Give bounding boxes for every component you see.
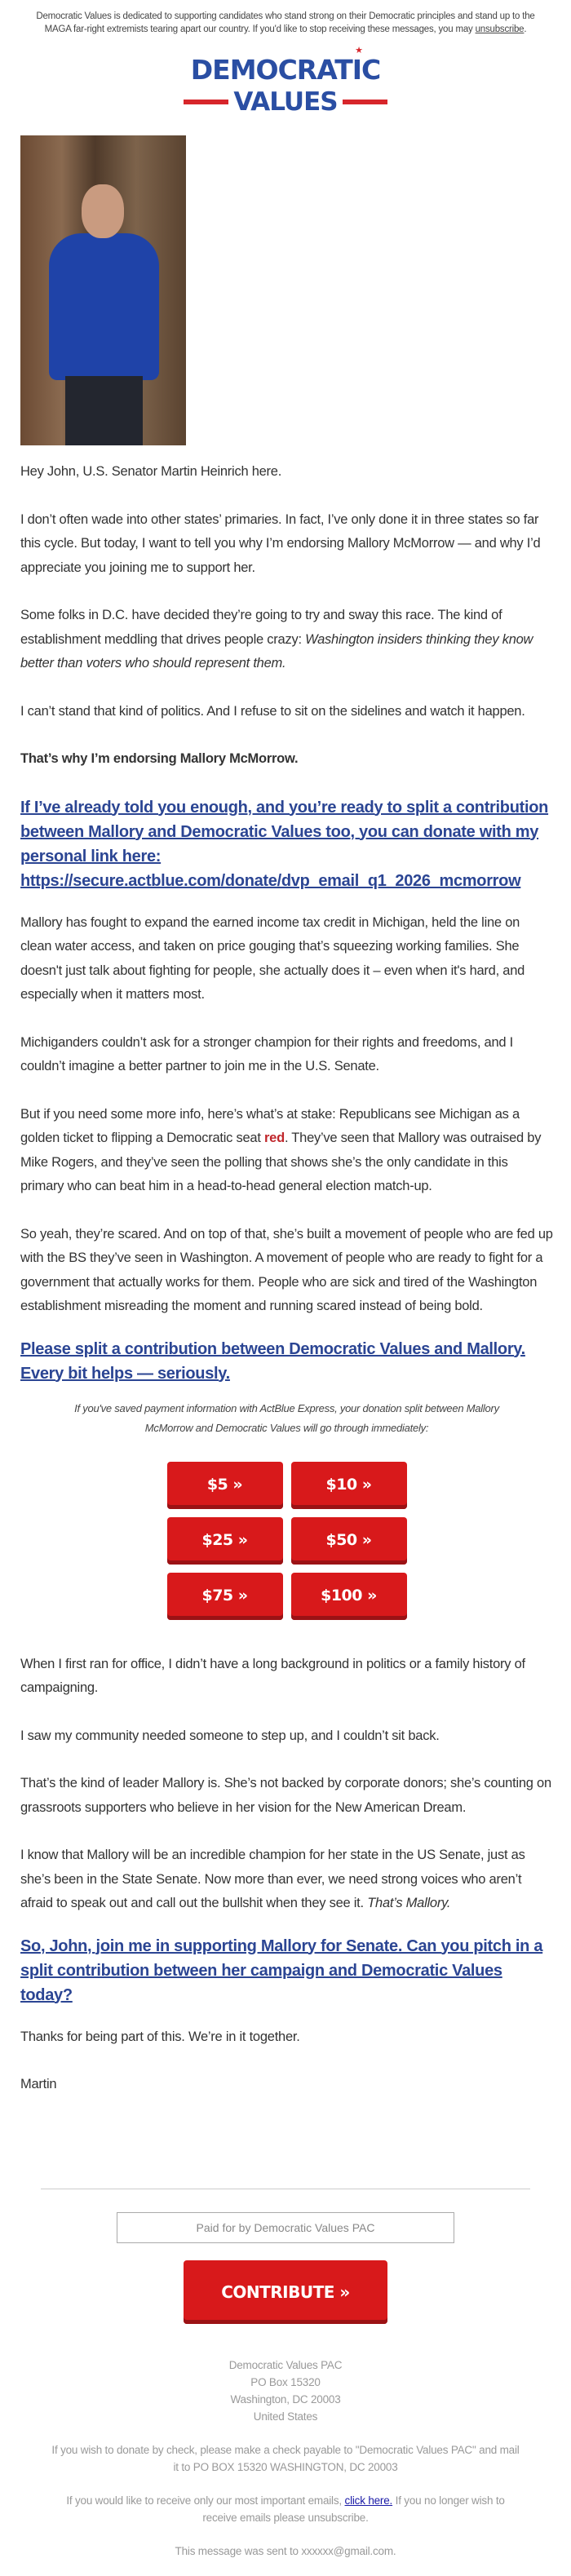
bold-paragraph: That’s why I’m endorsing Mallory McMorrow. — [20, 751, 299, 766]
email-body — [0, 460, 571, 2097]
text: If you would like to receive only our most important emails, — [66, 2494, 345, 2507]
logo-bar-left — [184, 100, 228, 104]
contribute-button[interactable]: CONTRIBUTE » — [184, 2260, 387, 2324]
email-preferences — [49, 2492, 522, 2526]
senator-photo — [20, 135, 186, 445]
text: . They’ve seen that Mallory was outraised by Mike Rogers, and they’ve seen the polling that shows she’s the only candidate in this primary who can beat him in a head-to-head general election match-up. — [20, 1131, 542, 1193]
paragraph — [20, 604, 553, 676]
donation-amount-grid — [20, 1462, 553, 1620]
pitch-in-link[interactable]: So, John, join me in supporting Mallory for Senate. Can you pitch in a split contribution between her campaign and Democratic Values today? — [20, 1936, 543, 2004]
paragraph: So yeah, they’re scared. And on top of that, she’s built a movement of people who are fed up with the BS they’ve seen in Washington. A movement of people who are ready to fight for a government that actually works for them. People who are sick and tired of the Washington establishment misreading the moment and running scared instead of being bold. — [20, 1226, 553, 1313]
paid-for-by-box: Paid for by Democratic Values PAC — [117, 2212, 454, 2243]
star-icon: ★ — [355, 45, 363, 55]
address-line: Democratic Values PAC — [228, 2358, 343, 2371]
sent-to-note: This message was sent to xxxxxx@gmail.com. — [175, 2544, 396, 2557]
donate-75-button[interactable]: $75 » — [167, 1573, 283, 1620]
paragraph — [20, 1103, 553, 1199]
paragraph — [20, 1843, 553, 1916]
preheader — [0, 0, 571, 36]
donate-link-personal[interactable]: If I’ve already told you enough, and you’re ready to split a contribution between Mallory and Democratic Values too, you can donate with my personal link here: https://secure.actblue.com/donate/dvp_email_q1_2026_mcmorrow — [20, 798, 549, 890]
red-text: red — [264, 1131, 285, 1145]
donate-10-button[interactable]: $10 » — [291, 1462, 407, 1509]
text: I know that Mallory will be an incredible champion for her state in the US Senate, just as she’s been in the State Senate. Now more than ever, we need strong voices who aren’t afraid to speak out and call out the bullshit when they see it. — [20, 1848, 525, 1910]
preheader-end: . — [524, 24, 527, 34]
democratic-values-logo — [184, 44, 387, 117]
photo-shirt — [49, 233, 159, 380]
donate-25-button[interactable]: $25 » — [167, 1517, 283, 1565]
address-line: Washington, DC 20003 — [230, 2392, 341, 2406]
click-here-link[interactable]: click here. — [344, 2494, 393, 2507]
paragraph: Mallory has fought to expand the earned income tax credit in Michigan, held the line on clean water access, and taken on price gouging that’s squeezing working families. She doesn't just talk about fighting for people, she actually does it – even when it's hard, and especially when it matters most. — [20, 914, 525, 1002]
preheader-text: Democratic Values is dedicated to supporting candidates who stand strong on their Democratic principles and stand up to the MAGA far-right extremists tearing apart our country. If you'd like to stop receiving these messages, you may — [36, 11, 535, 34]
paragraph: Thanks for being part of this. We’re in it together. — [20, 2029, 300, 2044]
paragraph: That’s the kind of leader Mallory is. She’s not backed by corporate donors; she’s counting on grassroots supporters who believe in her vision for the New American Dream. — [20, 1776, 551, 1815]
footer — [0, 2357, 571, 2560]
donate-5-button[interactable]: $5 » — [167, 1462, 283, 1509]
logo-line2: VALUES — [233, 87, 338, 117]
address-line: PO Box 15320 — [250, 2375, 321, 2388]
logo-bar-right — [343, 100, 387, 104]
signature: Martin — [20, 2077, 57, 2091]
paragraph: I don’t often wade into other states’ primaries. In fact, I’ve only done it in three states so far this cycle. But today, I want to tell you why I’m endorsing Mallory McMorrow — and why I’d appreciate you joining me to support her. — [20, 511, 541, 575]
actblue-express-note: If you've saved payment information with ActBlue Express, your donation split between Mallory McMorrow and Democratic Values will go through immediately: — [74, 1401, 499, 1434]
paragraph: I saw my community needed someone to step up, and I couldn’t sit back. — [20, 1728, 440, 1743]
check-donation-note: If you wish to donate by check, please make a check payable to "Democratic Values PAC" and mail it to PO BOX 15320 WASHINGTON, DC 20003 — [51, 2443, 520, 2473]
greeting: Hey John, U.S. Senator Martin Heinrich here. — [20, 464, 282, 479]
split-contribution-link[interactable]: Please split a contribution between Democratic Values and Mallory. Every bit helps — seriously. — [20, 1339, 525, 1383]
photo-jeans — [65, 376, 143, 445]
italic-text: That’s Mallory. — [367, 1896, 451, 1910]
text: If you no longer wish to receive emails please unsubscribe. — [202, 2494, 505, 2524]
paragraph: I can’t stand that kind of politics. And I refuse to sit on the sidelines and watch it happen. — [20, 703, 525, 719]
address-line: United States — [253, 2410, 318, 2423]
donate-50-button[interactable]: $50 » — [291, 1517, 407, 1565]
paragraph: When I first ran for office, I didn’t have a long background in politics or a family history of campaigning. — [20, 1656, 525, 1695]
donate-100-button[interactable]: $100 » — [291, 1573, 407, 1620]
photo-head — [82, 184, 124, 238]
unsubscribe-link[interactable]: unsubscribe — [475, 24, 525, 34]
text: But if you need some more info, here’s what’s at stake: Republicans see Michigan as a golden ticket to flipping a Democratic seat — [20, 1106, 520, 1145]
paragraph: Michiganders couldn’t ask for a stronger champion for their rights and freedoms, and I couldn’t imagine a better partner to join me in the U.S. Senate. — [20, 1034, 513, 1073]
address — [49, 2357, 522, 2425]
logo-line1: DEMOCRATIC — [190, 54, 381, 86]
italic-text: Washington insiders thinking they know better than voters who should represent them. — [20, 631, 533, 671]
text: Some folks in D.C. have decided they’re going to try and sway this race. The kind of establishment meddling that drives people crazy: — [20, 608, 502, 647]
logo-star-row — [184, 44, 387, 54]
